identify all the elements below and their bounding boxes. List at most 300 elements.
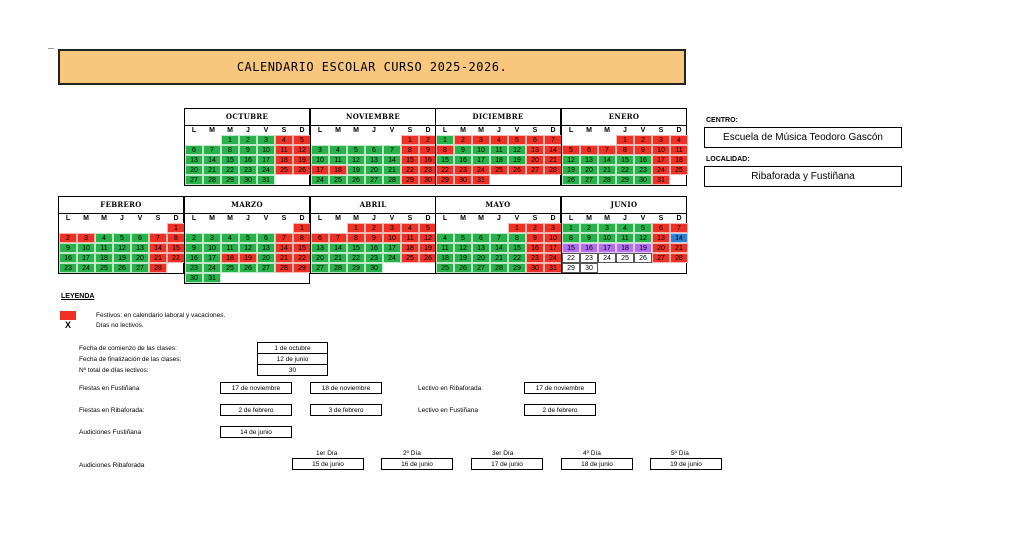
weekday-header: J [372, 215, 376, 222]
month-name: ENERO [562, 109, 686, 126]
day-cell: 26 [508, 165, 526, 175]
day-cell: 17 [257, 155, 275, 165]
dia-header: 2º Día [403, 450, 421, 457]
day-cell: 3 [598, 223, 616, 233]
empty-cell [454, 223, 472, 233]
day-cell: 14 [598, 155, 616, 165]
weekday-header: M [353, 127, 359, 134]
day-cell: 8 [167, 233, 185, 243]
day-cell: 26 [454, 263, 472, 273]
day-cell: 15 [616, 155, 634, 165]
day-cell: 2 [239, 135, 257, 145]
day-cell: 15 [436, 155, 454, 165]
day-cell: 5 [634, 223, 652, 233]
day-cell: 8 [508, 233, 526, 243]
day-cell: 10 [652, 145, 670, 155]
legend-title: LEYENDA [61, 293, 95, 300]
day-cell: 16 [526, 243, 544, 253]
empty-cell [544, 175, 562, 185]
weekday-header: M [586, 127, 592, 134]
weekday-header: L [65, 215, 71, 222]
weekday-header: D [173, 215, 179, 222]
day-cell: 28 [275, 263, 293, 273]
empty-cell [293, 175, 311, 185]
empty-cell [131, 223, 149, 233]
day-cell: 20 [185, 165, 203, 175]
weekday-header: V [514, 127, 520, 134]
day-cell: 25 [616, 253, 634, 263]
month-marzo [184, 196, 310, 284]
day-cell: 7 [544, 135, 562, 145]
day-cell: 18 [329, 165, 347, 175]
day-cell: 26 [419, 253, 437, 263]
audicion-ribaforada-day: 19 de junio [650, 458, 722, 470]
empty-cell [275, 223, 293, 233]
day-cell: 11 [275, 145, 293, 155]
weekday-header: S [532, 127, 538, 134]
day-cell: 13 [580, 155, 598, 165]
day-cell: 2 [365, 223, 383, 233]
month-days-grid [436, 126, 560, 185]
total-label: Nº total de días lectivos: [79, 367, 149, 374]
localidad-field: Ribaforada y Fustiñana [704, 166, 902, 187]
day-cell: 15 [401, 155, 419, 165]
weekday-header: V [640, 215, 646, 222]
day-cell: 3 [544, 223, 562, 233]
day-cell: 19 [562, 165, 580, 175]
audicion-ribaforada-day: 17 de junio [471, 458, 543, 470]
weekday-header: D [425, 215, 431, 222]
weekday-header: S [407, 215, 413, 222]
day-cell: 12 [293, 145, 311, 155]
day-cell: 22 [436, 165, 454, 175]
day-cell: 6 [257, 233, 275, 243]
month-days-grid [562, 126, 686, 185]
empty-cell [257, 273, 275, 283]
empty-cell [383, 135, 401, 145]
empty-cell [580, 135, 598, 145]
day-cell: 8 [221, 145, 239, 155]
empty-cell [239, 223, 257, 233]
weekday-header: M [586, 215, 592, 222]
day-cell: 29 [562, 263, 580, 273]
day-cell: 14 [544, 145, 562, 155]
day-cell: 10 [544, 233, 562, 243]
weekday-header: M [604, 127, 610, 134]
month-days-grid [311, 126, 435, 185]
day-cell: 17 [598, 243, 616, 253]
day-cell: 29 [293, 263, 311, 273]
day-cell: 5 [454, 233, 472, 243]
weekday-header: D [299, 215, 305, 222]
day-cell: 20 [580, 165, 598, 175]
day-cell: 14 [275, 243, 293, 253]
day-cell: 15 [293, 243, 311, 253]
day-cell: 5 [508, 135, 526, 145]
weekday-header: M [227, 127, 233, 134]
day-cell: 9 [454, 145, 472, 155]
weekday-header: D [299, 127, 305, 134]
month-name: JUNIO [562, 197, 686, 214]
weekday-header: M [209, 127, 215, 134]
day-cell: 5 [562, 145, 580, 155]
day-cell: 25 [436, 263, 454, 273]
day-cell: 6 [526, 135, 544, 145]
day-cell: 4 [401, 223, 419, 233]
centro-label: CENTRO: [706, 117, 738, 124]
month-junio [561, 196, 687, 274]
day-cell: 28 [329, 263, 347, 273]
day-cell: 22 [562, 253, 580, 263]
day-cell: 27 [365, 175, 383, 185]
day-cell: 4 [436, 233, 454, 243]
fiestas-fustinana-label: Fiestas en Fustiñana [79, 385, 140, 392]
top-rule [48, 48, 54, 49]
day-cell: 22 [293, 253, 311, 263]
day-cell: 1 [436, 135, 454, 145]
day-cell: 21 [598, 165, 616, 175]
day-cell: 6 [652, 223, 670, 233]
day-cell: 26 [113, 263, 131, 273]
day-cell: 21 [670, 243, 688, 253]
day-cell: 10 [383, 233, 401, 243]
day-cell: 7 [383, 145, 401, 155]
fin-label: Fecha de finalización de las clases: [79, 356, 182, 363]
day-cell: 29 [616, 175, 634, 185]
day-cell: 17 [311, 165, 329, 175]
day-cell: 25 [95, 263, 113, 273]
empty-cell [634, 263, 652, 273]
day-cell: 14 [670, 233, 688, 243]
fiestas-ribaforada-1: 2 de febrero [220, 404, 292, 416]
day-cell: 26 [239, 263, 257, 273]
day-cell: 27 [311, 263, 329, 273]
weekday-header: V [263, 127, 269, 134]
empty-cell [203, 135, 221, 145]
day-cell: 10 [257, 145, 275, 155]
day-cell: 6 [131, 233, 149, 243]
day-cell: 24 [472, 165, 490, 175]
audicion-ribaforada-day: 15 de junio [292, 458, 364, 470]
day-cell: 9 [580, 233, 598, 243]
lectivo-fustinana-label: Lectivo en Fustiñana [418, 407, 478, 414]
day-cell: 24 [311, 175, 329, 185]
weekday-header: M [227, 215, 233, 222]
day-cell: 20 [311, 253, 329, 263]
day-cell: 8 [401, 145, 419, 155]
empty-cell [185, 223, 203, 233]
day-cell: 25 [670, 165, 688, 175]
month-diciembre [435, 108, 561, 186]
weekday-header: J [623, 127, 627, 134]
weekday-header: M [604, 215, 610, 222]
day-cell: 31 [203, 273, 221, 283]
weekday-header: S [658, 127, 664, 134]
day-cell: 1 [347, 223, 365, 233]
day-cell: 21 [490, 253, 508, 263]
day-cell: 24 [383, 253, 401, 263]
day-cell: 24 [652, 165, 670, 175]
day-cell: 25 [275, 165, 293, 175]
day-cell: 19 [454, 253, 472, 263]
day-cell: 18 [401, 243, 419, 253]
day-cell: 18 [221, 253, 239, 263]
day-cell: 16 [185, 253, 203, 263]
month-name: ABRIL [311, 197, 435, 214]
day-cell: 6 [365, 145, 383, 155]
day-cell: 27 [185, 175, 203, 185]
day-cell: 11 [616, 233, 634, 243]
day-cell: 19 [293, 155, 311, 165]
weekday-header: J [246, 215, 250, 222]
day-cell: 6 [472, 233, 490, 243]
fiestas-fustinana-1: 17 de noviembre [220, 382, 292, 394]
weekday-header: M [209, 215, 215, 222]
day-cell: 16 [59, 253, 77, 263]
day-cell: 20 [652, 243, 670, 253]
day-cell: 5 [293, 135, 311, 145]
day-cell: 22 [508, 253, 526, 263]
day-cell: 13 [131, 243, 149, 253]
month-name: OCTUBRE [185, 109, 309, 126]
day-cell: 3 [77, 233, 95, 243]
day-cell: 12 [634, 233, 652, 243]
day-cell: 4 [329, 145, 347, 155]
day-cell: 23 [419, 165, 437, 175]
day-cell: 7 [670, 223, 688, 233]
day-cell: 4 [221, 233, 239, 243]
day-cell: 10 [598, 233, 616, 243]
day-cell: 1 [167, 223, 185, 233]
day-cell: 30 [634, 175, 652, 185]
empty-cell [275, 273, 293, 283]
day-cell: 14 [490, 243, 508, 253]
day-cell: 29 [401, 175, 419, 185]
day-cell: 11 [670, 145, 688, 155]
weekday-header: L [442, 215, 448, 222]
day-cell: 14 [329, 243, 347, 253]
day-cell: 18 [436, 253, 454, 263]
day-cell: 30 [239, 175, 257, 185]
empty-cell [598, 135, 616, 145]
day-cell: 13 [311, 243, 329, 253]
day-cell: 21 [275, 253, 293, 263]
day-cell: 9 [59, 243, 77, 253]
day-cell: 22 [616, 165, 634, 175]
empty-cell [77, 223, 95, 233]
day-cell: 3 [203, 233, 221, 243]
weekday-header: J [497, 215, 501, 222]
day-cell: 3 [311, 145, 329, 155]
dia-header: 5º Día [671, 450, 689, 457]
day-cell: 6 [580, 145, 598, 155]
day-cell: 19 [113, 253, 131, 263]
empty-cell [347, 135, 365, 145]
day-cell: 19 [347, 165, 365, 175]
day-cell: 18 [275, 155, 293, 165]
month-name: MARZO [185, 197, 309, 214]
month-mayo [435, 196, 561, 274]
day-cell: 1 [221, 135, 239, 145]
day-cell: 19 [419, 243, 437, 253]
day-cell: 25 [329, 175, 347, 185]
weekday-header: M [83, 215, 89, 222]
day-cell: 11 [221, 243, 239, 253]
day-cell: 12 [562, 155, 580, 165]
weekday-header: M [460, 127, 466, 134]
weekday-header: D [676, 215, 682, 222]
day-cell: 19 [634, 243, 652, 253]
empty-cell [329, 223, 347, 233]
day-cell: 2 [580, 223, 598, 233]
weekday-header: J [497, 127, 501, 134]
day-cell: 18 [670, 155, 688, 165]
day-cell: 17 [472, 155, 490, 165]
day-cell: 23 [454, 165, 472, 175]
day-cell: 12 [239, 243, 257, 253]
month-name: FEBRERO [59, 197, 183, 214]
day-cell: 26 [634, 253, 652, 263]
day-cell: 28 [670, 253, 688, 263]
day-cell: 21 [149, 253, 167, 263]
audicion-ribaforada-day: 18 de junio [561, 458, 633, 470]
day-cell: 28 [203, 175, 221, 185]
day-cell: 11 [436, 243, 454, 253]
day-cell: 2 [419, 135, 437, 145]
day-cell: 11 [490, 145, 508, 155]
day-cell: 8 [293, 233, 311, 243]
empty-cell [383, 263, 401, 273]
empty-cell [508, 175, 526, 185]
day-cell: 30 [419, 175, 437, 185]
day-cell: 31 [257, 175, 275, 185]
empty-cell [221, 273, 239, 283]
day-cell: 20 [131, 253, 149, 263]
day-cell: 7 [329, 233, 347, 243]
empty-cell [95, 223, 113, 233]
day-cell: 28 [598, 175, 616, 185]
empty-cell [59, 223, 77, 233]
month-days-grid [436, 214, 560, 273]
day-cell: 23 [365, 253, 383, 263]
day-cell: 29 [347, 263, 365, 273]
lectivo-fustinana-value: 2 de febrero [524, 404, 596, 416]
weekday-header: D [425, 127, 431, 134]
day-cell: 13 [472, 243, 490, 253]
weekday-header: V [514, 215, 520, 222]
day-cell: 21 [203, 165, 221, 175]
weekday-header: V [263, 215, 269, 222]
day-cell: 25 [401, 253, 419, 263]
weekday-header: J [623, 215, 627, 222]
day-cell: 5 [239, 233, 257, 243]
festivos-text: Festivos: en calendario laboral y vacaciones. [96, 312, 226, 319]
empty-cell [401, 263, 419, 273]
month-name: MAYO [436, 197, 560, 214]
page-title: CALENDARIO ESCOLAR CURSO 2025-2026. [58, 49, 686, 85]
day-cell: 27 [580, 175, 598, 185]
month-name: DICIEMBRE [436, 109, 560, 126]
lectivo-ribaforada-label: Lectivo en Ribaforada [418, 385, 482, 392]
day-cell: 25 [221, 263, 239, 273]
weekday-header: V [389, 215, 395, 222]
day-cell: 2 [185, 233, 203, 243]
empty-cell [257, 223, 275, 233]
day-cell: 13 [365, 155, 383, 165]
centro-field: Escuela de Música Teodoro Gascón [704, 127, 902, 148]
day-cell: 7 [275, 233, 293, 243]
empty-cell [113, 223, 131, 233]
day-cell: 24 [77, 263, 95, 273]
empty-cell [670, 175, 688, 185]
day-cell: 15 [347, 243, 365, 253]
empty-cell [293, 273, 311, 283]
empty-cell [490, 223, 508, 233]
audiciones-fustinana-value: 14 de junio [220, 426, 292, 438]
day-cell: 20 [365, 165, 383, 175]
day-cell: 10 [472, 145, 490, 155]
day-cell: 31 [472, 175, 490, 185]
day-cell: 4 [275, 135, 293, 145]
day-cell: 12 [454, 243, 472, 253]
day-cell: 13 [257, 243, 275, 253]
day-cell: 27 [472, 263, 490, 273]
weekday-header: S [658, 215, 664, 222]
day-cell: 30 [454, 175, 472, 185]
empty-cell [598, 263, 616, 273]
month-enero [561, 108, 687, 186]
day-cell: 22 [401, 165, 419, 175]
weekday-header: D [550, 215, 556, 222]
weekday-header: V [389, 127, 395, 134]
day-cell: 9 [634, 145, 652, 155]
day-cell: 3 [383, 223, 401, 233]
fiestas-fustinana-2: 18 de noviembre [310, 382, 382, 394]
day-cell: 24 [544, 253, 562, 263]
day-cell: 1 [562, 223, 580, 233]
day-cell: 24 [598, 253, 616, 263]
day-cell: 27 [526, 165, 544, 175]
day-cell: 15 [167, 243, 185, 253]
day-cell: 8 [436, 145, 454, 155]
day-cell: 22 [167, 253, 185, 263]
day-cell: 8 [347, 233, 365, 243]
dia-header: 3er Día [492, 450, 514, 457]
fin-value: 12 de junio [257, 353, 328, 365]
day-cell: 26 [347, 175, 365, 185]
day-cell: 15 [562, 243, 580, 253]
day-cell: 29 [508, 263, 526, 273]
day-cell: 9 [185, 243, 203, 253]
empty-cell [203, 223, 221, 233]
total-value: 30 [257, 364, 328, 376]
fiestas-ribaforada-label: Fiestas en Ribaforada: [79, 407, 145, 414]
day-cell: 2 [454, 135, 472, 145]
month-noviembre [310, 108, 436, 186]
day-cell: 2 [59, 233, 77, 243]
weekday-header: S [532, 215, 538, 222]
day-cell: 1 [293, 223, 311, 233]
day-cell: 26 [562, 175, 580, 185]
weekday-header: S [155, 215, 161, 222]
month-febrero [58, 196, 184, 274]
empty-cell [365, 135, 383, 145]
weekday-header: L [317, 127, 323, 134]
day-cell: 17 [544, 243, 562, 253]
weekday-header: L [317, 215, 323, 222]
weekday-header: J [120, 215, 124, 222]
day-cell: 27 [131, 263, 149, 273]
